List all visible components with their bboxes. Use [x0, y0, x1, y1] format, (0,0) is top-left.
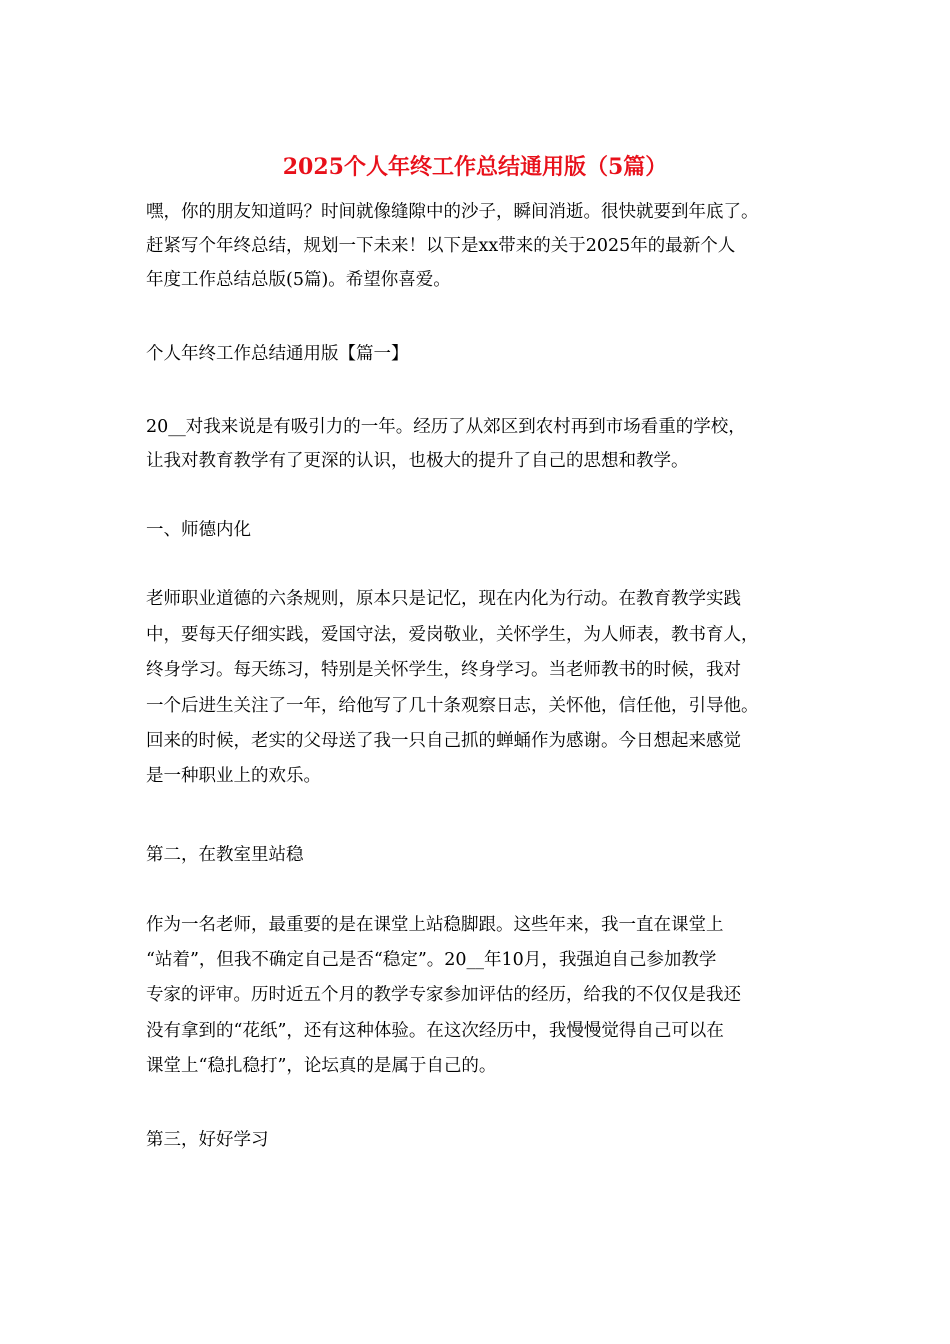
subheading-classroom: 第二，在教室里站稳: [146, 845, 304, 865]
paragraph-line: 作为一名老师，最重要的是在课堂上站稳脚跟。这些年来，我一直在课堂上: [146, 915, 724, 935]
subheading-study: 第三，好好学习: [146, 1130, 269, 1150]
paragraph-line: 回来的时候，老实的父母送了我一只自己抓的蝉蛹作为感谢。今日想起来感觉: [146, 731, 741, 751]
paragraph-line: 课堂上“稳扎稳打”，论坛真的是属于自己的。: [146, 1056, 497, 1076]
section-heading: 个人年终工作总结通用版【篇一】: [146, 344, 409, 364]
paragraph-line: 一个后进生关注了一年，给他写了几十条观察日志，关怀他，信任他，引导他。: [146, 696, 759, 716]
paragraph-line: 20__对我来说是有吸引力的一年。经历了从郊区到农村再到市场看重的学校，: [146, 417, 746, 437]
paragraph-line: 终身学习。每天练习，特别是关怀学生，终身学习。当老师教书的时候，我对: [146, 660, 741, 680]
subheading-shide: 一、师德内化: [146, 520, 251, 540]
paragraph-line: 让我对教育教学有了更深的认识，也极大的提升了自己的思想和教学。: [146, 451, 689, 471]
intro-line: 嘿，你的朋友知道吗？时间就像缝隙中的沙子，瞬间消逝。很快就要到年底了。: [146, 202, 759, 222]
paragraph-line: 专家的评审。历时近五个月的教学专家参加评估的经历，给我的不仅仅是我还: [146, 985, 741, 1005]
paragraph-line: 老师职业道德的六条规则，原本只是记忆，现在内化为行动。在教育教学实践: [146, 589, 741, 609]
paragraph-line: “站着”，但我不确定自己是否“稳定”。20__年10月，我强迫自己参加教学: [146, 950, 717, 970]
intro-line: 赶紧写个年终总结，规划一下未来！以下是xx带来的关于2025年的最新个人: [146, 236, 736, 256]
paragraph-line: 中，要每天仔细实践，爱国守法，爱岗敬业，关怀学生，为人师表，教书育人，: [146, 625, 759, 645]
document-title: 2025个人年终工作总结通用版（5篇）: [282, 154, 668, 180]
paragraph-line: 没有拿到的“花纸”，还有这种体验。在这次经历中，我慢慢觉得自己可以在: [146, 1021, 724, 1041]
intro-line: 年度工作总结总版(5篇)。希望你喜爱。: [146, 270, 451, 290]
paragraph-line: 是一种职业上的欢乐。: [146, 766, 321, 786]
